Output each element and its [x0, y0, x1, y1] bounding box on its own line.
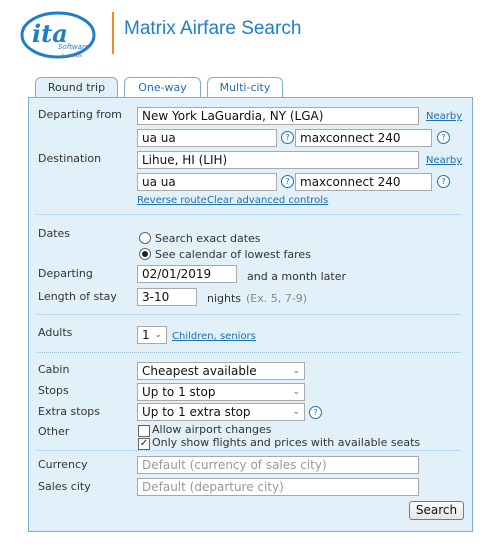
- departing-range-text: and a month later: [247, 270, 347, 283]
- header: [0, 0, 498, 70]
- currency-input[interactable]: Default (currency of sales city): [137, 456, 419, 474]
- section-divider: [36, 314, 461, 315]
- destination-extension-help-icon[interactable]: ?: [437, 175, 450, 188]
- available-seats-checkbox[interactable]: ✓: [139, 438, 149, 449]
- reverse-route-link[interactable]: Reverse route: [137, 195, 207, 206]
- calendar-label: See calendar of lowest fares: [155, 248, 311, 261]
- section-divider: [36, 352, 461, 353]
- cabin-label: Cabin: [38, 363, 70, 376]
- departing-date-input[interactable]: 02/01/2019: [137, 265, 237, 283]
- length-of-stay-hint: (Ex. 5, 7-9): [246, 292, 307, 305]
- origin-extension-input[interactable]: maxconnect 240: [295, 129, 432, 147]
- chevron-down-icon: ⌄: [292, 387, 300, 397]
- other-label: Other: [38, 425, 70, 438]
- adults-select-value: 1: [142, 328, 150, 342]
- currency-label: Currency: [38, 458, 88, 471]
- sales-city-input[interactable]: Default (departure city): [137, 478, 419, 496]
- sales-city-label: Sales city: [38, 480, 91, 493]
- origin-nearby-link[interactable]: Nearby: [426, 111, 463, 122]
- length-of-stay-input[interactable]: 3-10: [137, 288, 197, 306]
- extra-stops-select[interactable]: [137, 403, 305, 421]
- origin-input[interactable]: New York LaGuardia, NY (LGA): [137, 107, 419, 125]
- stops-select[interactable]: [137, 383, 305, 401]
- available-seats-label: Only show flights and prices with available seats: [152, 436, 421, 449]
- children-seniors-link[interactable]: Children, seniors: [172, 331, 256, 342]
- length-of-stay-label: Length of stay: [38, 290, 117, 303]
- clear-advanced-controls-link[interactable]: Clear advanced controls: [207, 195, 329, 206]
- destination-label: Destination: [38, 152, 102, 165]
- allow-airport-changes-label: Allow airport changes: [152, 423, 272, 436]
- allow-airport-changes-checkbox[interactable]: [138, 425, 150, 437]
- length-of-stay-unit: nights: [207, 292, 242, 305]
- search-button[interactable]: Search: [409, 501, 464, 520]
- header-divider: [112, 12, 114, 54]
- destination-extension-input[interactable]: maxconnect 240: [295, 173, 432, 191]
- destination-input[interactable]: Lihue, HI (LIH): [137, 151, 419, 169]
- ita-software-logo: [18, 8, 100, 62]
- chevron-down-icon: ⌄: [292, 366, 300, 376]
- departing-label: Departing: [38, 267, 93, 280]
- tab-multi-city[interactable]: Multi-city: [207, 77, 283, 97]
- stops-select-value: Up to 1 stop: [142, 385, 216, 399]
- dates-label: Dates: [38, 227, 71, 240]
- calendar-radio[interactable]: [139, 248, 151, 260]
- page-title: Matrix Airfare Search: [124, 18, 302, 39]
- stops-label: Stops: [38, 384, 69, 397]
- exact-dates-radio[interactable]: [139, 232, 151, 244]
- logo-by: by Google: [62, 53, 83, 58]
- logo-sub: Software: [58, 43, 90, 51]
- destination-routing-input[interactable]: ua ua: [137, 173, 277, 191]
- cabin-select[interactable]: [137, 362, 305, 380]
- origin-routing-help-icon[interactable]: ?: [281, 131, 294, 144]
- cabin-select-value: Cheapest available: [142, 364, 257, 378]
- chevron-down-icon: ⌄: [154, 330, 162, 340]
- extra-stops-help-icon[interactable]: ?: [309, 406, 322, 419]
- section-divider: [36, 450, 461, 451]
- exact-dates-label: Search exact dates: [155, 232, 261, 245]
- extra-stops-select-value: Up to 1 extra stop: [142, 405, 251, 419]
- logo-text: ita: [32, 19, 68, 48]
- extra-stops-label: Extra stops: [38, 405, 101, 418]
- section-divider: [36, 214, 461, 215]
- adults-label: Adults: [38, 326, 73, 339]
- destination-nearby-link[interactable]: Nearby: [426, 155, 463, 166]
- destination-routing-help-icon[interactable]: ?: [281, 175, 294, 188]
- adults-select[interactable]: [137, 326, 167, 344]
- chevron-down-icon: ⌄: [292, 407, 300, 417]
- origin-routing-input[interactable]: ua ua: [137, 129, 277, 147]
- origin-extension-help-icon[interactable]: ?: [437, 131, 450, 144]
- tab-round-trip[interactable]: Round trip: [35, 77, 118, 99]
- tab-one-way[interactable]: One-way: [124, 77, 201, 97]
- departing-from-label: Departing from: [38, 108, 122, 121]
